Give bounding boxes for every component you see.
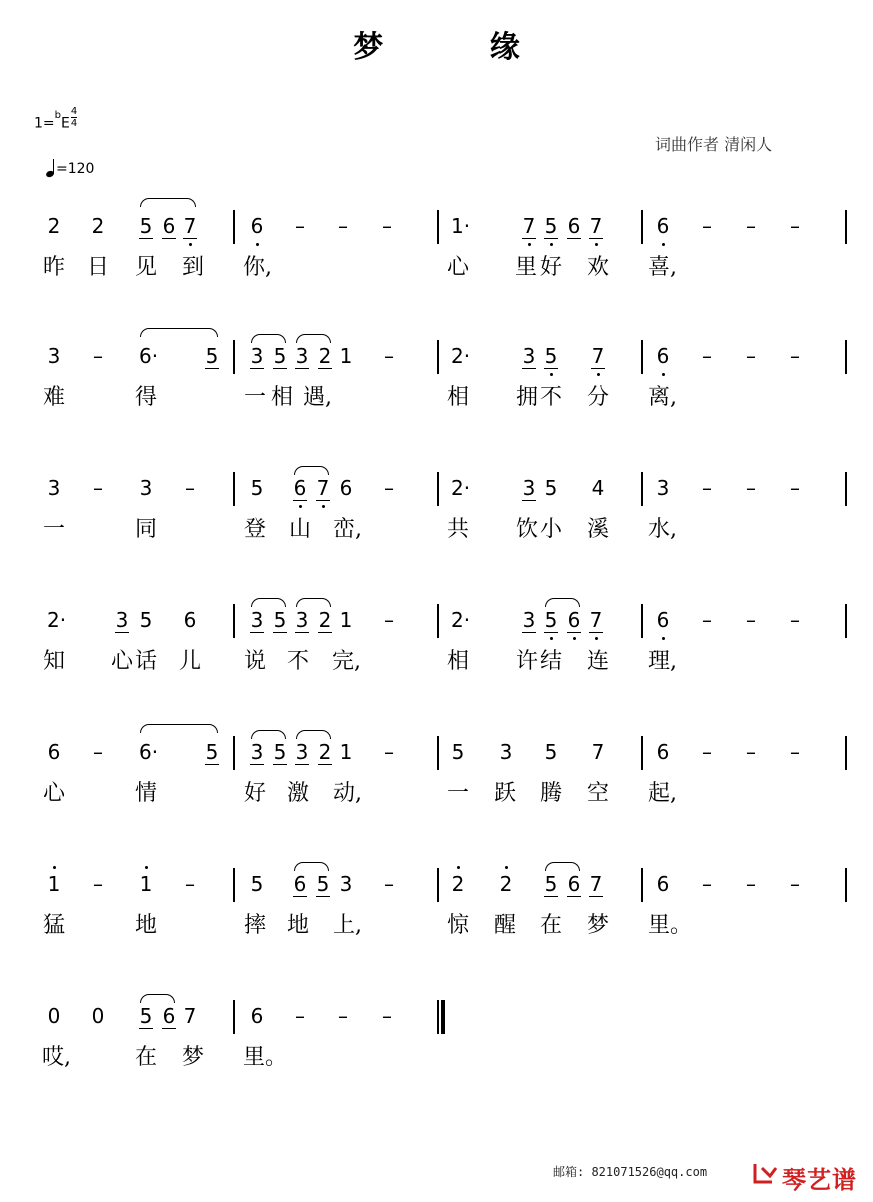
tie-arc	[294, 862, 329, 871]
note: 3	[295, 740, 309, 764]
lyric-syllable: 一	[243, 385, 266, 410]
note: 7	[183, 214, 197, 238]
lyric-syllable: 一	[42, 517, 65, 542]
note: –	[384, 608, 394, 632]
final-bar-thin	[437, 1000, 439, 1034]
note: –	[790, 740, 800, 764]
note: 6·	[139, 344, 159, 368]
note: –	[702, 214, 712, 238]
high-octave-dot	[457, 866, 460, 869]
note: 6	[656, 740, 670, 764]
low-octave-dot	[597, 373, 600, 376]
note: –	[702, 476, 712, 500]
lyric-syllable: 里	[514, 255, 537, 280]
bar-line	[437, 604, 439, 638]
tie-arc	[251, 730, 286, 739]
lyric-syllable: 连	[586, 649, 609, 674]
bar-line	[437, 210, 439, 244]
brand-logo	[752, 1158, 862, 1192]
note: –	[746, 608, 756, 632]
tie-arc	[545, 598, 580, 607]
lyric-syllable: 得	[134, 385, 157, 410]
time-signature: $\frac{4}{4}$	[70, 106, 78, 129]
lyric-syllable: 情	[134, 781, 157, 806]
note: 6	[47, 740, 61, 764]
note: 6	[567, 214, 581, 238]
lyric-syllable: 在	[539, 913, 562, 938]
note: –	[790, 608, 800, 632]
lyric-syllable: 里。	[648, 913, 693, 938]
low-octave-dot	[528, 243, 531, 246]
note: 6	[656, 872, 670, 896]
note: –	[384, 740, 394, 764]
note: 3	[250, 344, 264, 368]
note: 7	[316, 476, 330, 500]
note: 6	[183, 608, 197, 632]
note: 3	[295, 608, 309, 632]
low-octave-dot	[256, 243, 259, 246]
high-octave-dot	[505, 866, 508, 869]
note: 1·	[451, 214, 471, 238]
bar-line	[233, 340, 235, 374]
bar-line	[845, 604, 847, 638]
note: 5	[205, 344, 219, 368]
lyric-syllable: 峦,	[333, 517, 362, 542]
bar-line	[233, 604, 235, 638]
tie-arc	[294, 466, 329, 475]
note: 5	[250, 476, 264, 500]
lyric-syllable: 心	[42, 781, 65, 806]
note: 3	[250, 740, 264, 764]
lyric-syllable: 动,	[333, 781, 362, 806]
bar-line	[437, 472, 439, 506]
lyric-syllable: 儿	[178, 649, 201, 674]
note: 6	[656, 214, 670, 238]
bar-line	[845, 868, 847, 902]
bar-line	[233, 736, 235, 770]
note: 2	[91, 214, 105, 238]
lyric-syllable: 结	[539, 649, 562, 674]
low-octave-dot	[550, 373, 553, 376]
note: 3	[522, 344, 536, 368]
note: 2·	[451, 476, 471, 500]
lyric-syllable: 遇,	[303, 385, 332, 410]
logo-icon	[752, 1160, 778, 1186]
final-bar-thick	[441, 1000, 445, 1034]
note: –	[382, 1004, 392, 1028]
lyric-syllable: 相	[446, 649, 469, 674]
note: 2	[318, 740, 332, 764]
lyric-syllable: 起,	[648, 781, 677, 806]
note: 3	[47, 344, 61, 368]
lyric-syllable: 共	[446, 517, 469, 542]
note: 5	[273, 740, 287, 764]
note: 2	[47, 214, 61, 238]
note: 0	[47, 1004, 61, 1028]
low-octave-dot	[550, 637, 553, 640]
note: 6	[250, 1004, 264, 1028]
note: 2·	[451, 608, 471, 632]
note: –	[93, 476, 103, 500]
high-octave-dot	[145, 866, 148, 869]
note: 6	[293, 872, 307, 896]
lyric-syllable: 分	[586, 385, 609, 410]
lyric-syllable: 相	[270, 385, 293, 410]
low-octave-dot	[595, 243, 598, 246]
bar-line	[437, 868, 439, 902]
tie-arc	[140, 994, 175, 1003]
note: 5	[316, 872, 330, 896]
lyric-syllable: 激	[286, 781, 309, 806]
note: –	[384, 344, 394, 368]
low-octave-dot	[189, 243, 192, 246]
note: –	[295, 1004, 305, 1028]
note: 3	[499, 740, 513, 764]
tie-arc	[251, 598, 286, 607]
note: –	[382, 214, 392, 238]
note: 3	[295, 344, 309, 368]
note: 5	[544, 344, 558, 368]
tie-arc	[545, 862, 580, 871]
note: 7	[591, 740, 605, 764]
note: 7	[522, 214, 536, 238]
note: 2·	[47, 608, 67, 632]
note: 2	[318, 344, 332, 368]
note: 1	[47, 872, 61, 896]
tie-arc	[140, 724, 218, 733]
lyric-syllable: 完,	[332, 649, 361, 674]
lyric-syllable: 说	[243, 649, 266, 674]
lyric-syllable: 到	[181, 255, 204, 280]
bar-line	[437, 736, 439, 770]
lyric-syllable: 许	[515, 649, 538, 674]
lyric-syllable: 摔	[243, 913, 266, 938]
lyric-syllable: 昨	[42, 255, 65, 280]
note: 3	[139, 476, 153, 500]
low-octave-dot	[322, 505, 325, 508]
note: 1	[139, 872, 153, 896]
low-octave-dot	[662, 373, 665, 376]
note: 6·	[139, 740, 159, 764]
lyric-syllable: 见	[134, 255, 157, 280]
bar-line	[233, 210, 235, 244]
lyrics-line	[0, 380, 873, 410]
lyric-syllable: 相	[446, 385, 469, 410]
note: 6	[567, 608, 581, 632]
lyric-syllable: 同	[134, 517, 157, 542]
low-octave-dot	[662, 637, 665, 640]
lyric-syllable: 梦	[586, 913, 609, 938]
bar-line	[641, 340, 643, 374]
lyric-syllable: 惊	[446, 913, 469, 938]
bar-line	[233, 472, 235, 506]
note: 5	[544, 740, 558, 764]
note: 5	[250, 872, 264, 896]
lyrics-line	[0, 776, 873, 806]
note: 5	[139, 608, 153, 632]
bar-line	[845, 210, 847, 244]
lyric-syllable: 水,	[648, 517, 677, 542]
note: 6	[250, 214, 264, 238]
note: 0	[91, 1004, 105, 1028]
lyric-syllable: 哎,	[42, 1045, 71, 1070]
lyric-syllable: 饮	[515, 517, 538, 542]
note: 6	[656, 344, 670, 368]
tie-arc	[296, 334, 331, 343]
bar-line	[233, 1000, 235, 1034]
low-octave-dot	[595, 637, 598, 640]
lyrics-line	[0, 250, 873, 280]
tie-arc	[140, 198, 196, 207]
note: 6	[162, 214, 176, 238]
note: 4	[591, 476, 605, 500]
quarter-note-icon	[46, 159, 56, 177]
bar-line	[233, 868, 235, 902]
lyric-syllable: 你,	[243, 255, 272, 280]
lyric-syllable: 登	[243, 517, 266, 542]
lyric-syllable: 空	[586, 781, 609, 806]
note: 2	[318, 608, 332, 632]
note: 5	[273, 344, 287, 368]
lyric-syllable: 小	[539, 517, 562, 542]
note: 3	[522, 476, 536, 500]
note: 2	[451, 872, 465, 896]
note: 2	[499, 872, 513, 896]
bar-line	[845, 340, 847, 374]
lyrics-line	[0, 644, 873, 674]
lyric-syllable: 不	[539, 385, 562, 410]
footer-email: 邮箱: 821071526@qq.com	[553, 1165, 708, 1179]
note: –	[746, 872, 756, 896]
song-title: 梦 缘	[353, 30, 568, 65]
note: 5	[544, 476, 558, 500]
bar-line	[641, 210, 643, 244]
note: 5	[205, 740, 219, 764]
lyric-syllable: 心	[110, 649, 133, 674]
note: –	[384, 872, 394, 896]
tie-arc	[140, 328, 218, 337]
note: –	[185, 872, 195, 896]
low-octave-dot	[573, 637, 576, 640]
lyric-syllable: 一	[446, 781, 469, 806]
note: –	[338, 1004, 348, 1028]
note: 5	[139, 1004, 153, 1028]
note: 6	[339, 476, 353, 500]
lyric-syllable: 在	[134, 1045, 157, 1070]
lyric-syllable: 地	[134, 913, 157, 938]
note: 6	[656, 608, 670, 632]
note: –	[93, 344, 103, 368]
note: 5	[451, 740, 465, 764]
lyric-syllable: 不	[286, 649, 309, 674]
tempo-marking: =120	[46, 159, 94, 177]
note: –	[702, 740, 712, 764]
note: 2·	[451, 344, 471, 368]
composer-credit: 词曲作者 清闲人	[655, 135, 773, 154]
note: –	[790, 344, 800, 368]
lyrics-line	[0, 908, 873, 938]
note: –	[746, 214, 756, 238]
note: –	[790, 214, 800, 238]
lyric-syllable: 拥	[515, 385, 538, 410]
lyric-syllable: 欢	[586, 255, 609, 280]
note: 3	[339, 872, 353, 896]
lyric-syllable: 猛	[42, 913, 65, 938]
lyric-syllable: 跃	[493, 781, 516, 806]
lyric-syllable: 知	[42, 649, 65, 674]
lyrics-line	[0, 1040, 873, 1070]
note: –	[702, 608, 712, 632]
tie-arc	[296, 730, 331, 739]
bar-line	[641, 472, 643, 506]
lyric-syllable: 喜,	[648, 255, 677, 280]
lyric-syllable: 溪	[586, 517, 609, 542]
note: –	[338, 214, 348, 238]
note: –	[185, 476, 195, 500]
note: 7	[183, 1004, 197, 1028]
brand-name: 琴艺谱	[782, 1166, 857, 1194]
note: 6	[293, 476, 307, 500]
note: –	[746, 740, 756, 764]
note: 1	[339, 740, 353, 764]
bar-line	[641, 868, 643, 902]
note: –	[790, 872, 800, 896]
note: 5	[139, 214, 153, 238]
lyric-syllable: 里。	[243, 1045, 288, 1070]
lyrics-line	[0, 512, 873, 542]
lyric-syllable: 腾	[539, 781, 562, 806]
note: 6	[567, 872, 581, 896]
note: –	[702, 872, 712, 896]
lyric-syllable: 日	[86, 255, 109, 280]
note: 5	[544, 608, 558, 632]
note: –	[93, 872, 103, 896]
lyric-syllable: 难	[42, 385, 65, 410]
lyric-syllable: 山	[288, 517, 311, 542]
lyric-syllable: 梦	[181, 1045, 204, 1070]
note: 3	[115, 608, 129, 632]
note: 5	[273, 608, 287, 632]
note: 1	[339, 608, 353, 632]
tie-arc	[296, 598, 331, 607]
note: 3	[47, 476, 61, 500]
lyric-syllable: 离,	[648, 385, 677, 410]
lyric-syllable: 理,	[648, 649, 677, 674]
note: 7	[589, 214, 603, 238]
note: 7	[591, 344, 605, 368]
bar-line	[641, 736, 643, 770]
bar-line	[845, 736, 847, 770]
note: –	[746, 476, 756, 500]
key-signature: 1=$^b$E $\frac{4}{4}$	[34, 106, 78, 132]
low-octave-dot	[299, 505, 302, 508]
lyric-syllable: 好	[539, 255, 562, 280]
note: 6	[162, 1004, 176, 1028]
lyric-syllable: 好	[243, 781, 266, 806]
tie-arc	[251, 334, 286, 343]
high-octave-dot	[53, 866, 56, 869]
note: 3	[522, 608, 536, 632]
note: –	[790, 476, 800, 500]
bar-line	[845, 472, 847, 506]
note: –	[746, 344, 756, 368]
bar-line	[641, 604, 643, 638]
note: –	[384, 476, 394, 500]
note: 1	[339, 344, 353, 368]
note: –	[93, 740, 103, 764]
note: 7	[589, 872, 603, 896]
note: –	[295, 214, 305, 238]
low-octave-dot	[550, 243, 553, 246]
note: 3	[656, 476, 670, 500]
note: –	[702, 344, 712, 368]
low-octave-dot	[662, 243, 665, 246]
note: 5	[544, 214, 558, 238]
lyric-syllable: 上,	[333, 913, 362, 938]
lyric-syllable: 心	[446, 255, 469, 280]
lyric-syllable: 话	[134, 649, 157, 674]
lyric-syllable: 地	[286, 913, 309, 938]
note: 3	[250, 608, 264, 632]
note: 5	[544, 872, 558, 896]
note: 7	[589, 608, 603, 632]
lyric-syllable: 醒	[493, 913, 516, 938]
bar-line	[437, 340, 439, 374]
